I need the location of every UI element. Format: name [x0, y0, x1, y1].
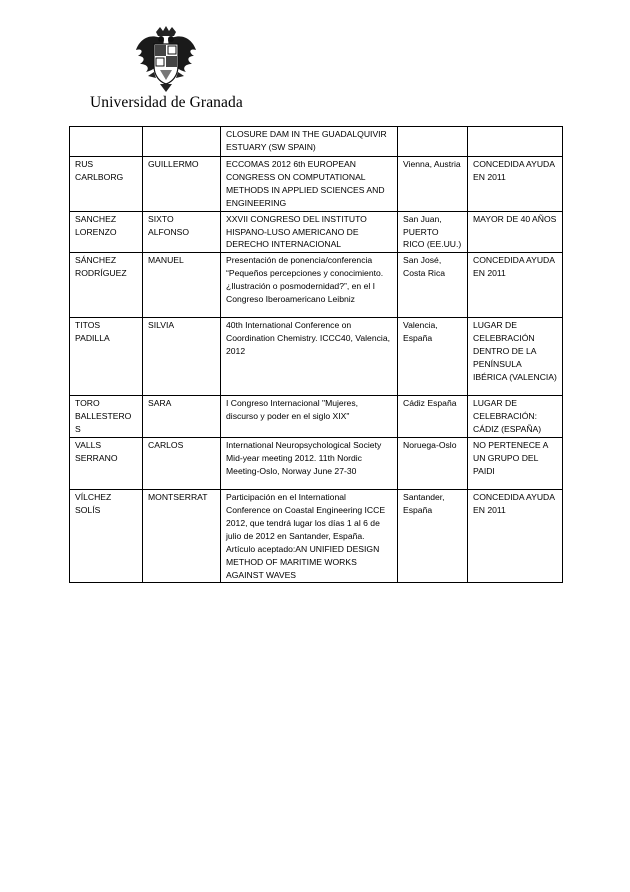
place-cell: Valencia, España [398, 318, 468, 396]
place-cell: Vienna, Austria [398, 157, 468, 212]
status-cell [468, 127, 563, 157]
event-cell: International Neuropsychological Society Mid-year meeting 2012. 11th Nordic Meeting-Oslo, Norway June 27-30 [221, 438, 398, 490]
surname-cell: TORO BALLESTEROS [70, 396, 143, 438]
table-row [70, 318, 563, 396]
status-cell: NO PERTENECE A UN GRUPO DEL PAIDI [468, 438, 563, 490]
given-name-cell: MONTSERRAT [143, 490, 221, 583]
event-cell: 40th International Conference on Coordination Chemistry. ICCC40, Valencia, 2012 [221, 318, 398, 396]
status-cell: MAYOR DE 40 AÑOS [468, 211, 563, 253]
given-name-cell: SIXTO ALFONSO [143, 211, 221, 253]
place-cell: Santander, España [398, 490, 468, 583]
table-row [70, 396, 563, 438]
place-cell [398, 127, 468, 157]
surname-cell: RUS CARLBORG [70, 157, 143, 212]
table-row [70, 253, 563, 318]
surname-cell: VALLS SERRANO [70, 438, 143, 490]
surname-cell [70, 127, 143, 157]
surname-cell: SANCHEZ LORENZO [70, 211, 143, 253]
status-cell: LUGAR DE CELEBRACIÓN DENTRO DE LA PENÍNSULA IBÉRICA (VALENCIA) [468, 318, 563, 396]
surname-cell: VÍLCHEZ SOLÍS [70, 490, 143, 583]
table-row [70, 211, 563, 253]
place-cell: Noruega-Oslo [398, 438, 468, 490]
university-coat-of-arms-icon [134, 26, 198, 94]
given-name-cell: MANUEL [143, 253, 221, 318]
table-row [70, 490, 563, 583]
given-name-cell: CARLOS [143, 438, 221, 490]
surname-cell: SÁNCHEZ RODRÍGUEZ [70, 253, 143, 318]
status-cell: CONCEDIDA AYUDA EN 2011 [468, 253, 563, 318]
place-cell: Cádiz España [398, 396, 468, 438]
event-cell: ECCOMAS 2012 6th EUROPEAN CONGRESS ON COMPUTATIONAL METHODS IN APPLIED SCIENCES AND ENGINEERING [221, 157, 398, 212]
status-cell: LUGAR DE CELEBRACIÓN: CÁDIZ (ESPAÑA) [468, 396, 563, 438]
status-cell: CONCEDIDA AYUDA EN 2011 [468, 157, 563, 212]
table-row [70, 438, 563, 490]
given-name-cell [143, 127, 221, 157]
given-name-cell: GUILLERMO [143, 157, 221, 212]
grants-table [69, 126, 563, 583]
given-name-cell: SARA [143, 396, 221, 438]
event-cell: Participación en el International Conference on Coastal Engineering ICCE 2012, que tendrá lugar los días 1 al 6 de julio de 2012 en Santander, España. Artículo aceptado:AN UNIFIED DESIGN METHOD OF MARITIME WORKS AGAINST WAVES [221, 490, 398, 583]
place-cell: San Juan, PUERTO RICO (EE.UU.) [398, 211, 468, 253]
given-name-cell: SILVIA [143, 318, 221, 396]
surname-cell: TITOS PADILLA [70, 318, 143, 396]
place-cell: San José, Costa Rica [398, 253, 468, 318]
table-row [70, 157, 563, 212]
table-row [70, 127, 563, 157]
status-cell: CONCEDIDA AYUDA EN 2011 [468, 490, 563, 583]
event-cell: XXVII CONGRESO DEL INSTITUTO HISPANO-LUSO AMERICANO DE DERECHO INTERNACIONAL [221, 211, 398, 253]
event-cell: CLOSURE DAM IN THE GUADALQUIVIR ESTUARY (SW SPAIN) [221, 127, 398, 157]
event-cell: Presentación de ponencia/conferencia “Pequeños percepciones y conocimiento. ¿Ilustración o posmodernidad?”, en el I Congreso Iberoamericano Leibniz [221, 253, 398, 318]
event-cell: I Congreso Internacional "Mujeres, discurso y poder en el siglo XIX" [221, 396, 398, 438]
university-name: Universidad de Granada [90, 94, 243, 111]
